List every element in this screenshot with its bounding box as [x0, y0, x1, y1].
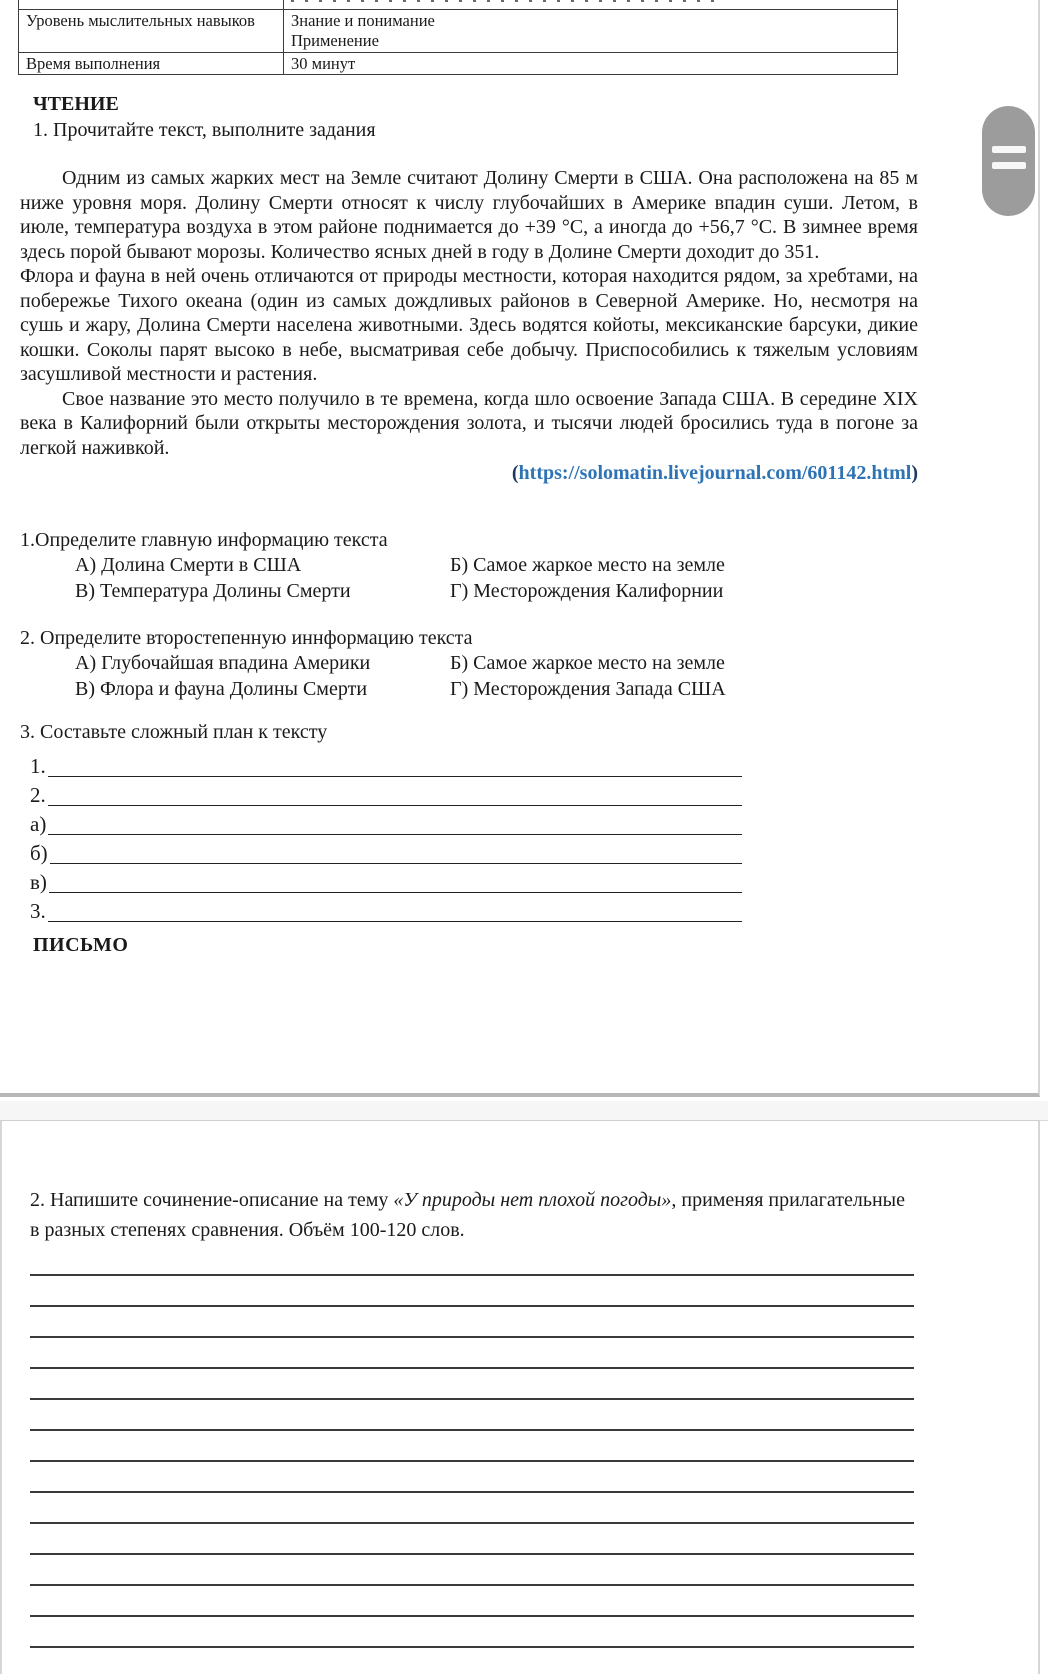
- answer-blank-line: [48, 775, 742, 777]
- source-link[interactable]: https://solomatin.livejournal.com/601142.html: [518, 462, 912, 485]
- source-paren-open: (: [511, 462, 519, 485]
- meta-table-cell: [284, 0, 898, 10]
- answer-blank-line: [30, 1400, 914, 1431]
- meta-table-label: Время выполнения: [19, 52, 284, 75]
- question-2-options: [75, 651, 918, 702]
- answer-blank-line: [30, 1431, 914, 1462]
- question-3-label: 3. Составьте сложный план к тексту: [20, 721, 328, 744]
- writing-task-prefix: 2. Напишите сочинение-описание на тему: [30, 1189, 394, 1211]
- plan-line-label: 2.: [30, 783, 46, 808]
- plan-line: [30, 748, 742, 777]
- page-2: [0, 1120, 1040, 1674]
- answer-blank-line: [30, 1245, 914, 1276]
- plan-line: [30, 893, 742, 922]
- table-row: [19, 10, 898, 53]
- plan-line: [30, 777, 742, 806]
- writing-task-suffix: , применяя прилагательные в разных степенях сравнения. Объём 100-120 слов.: [30, 1189, 905, 1241]
- meta-table-value-line: Знание и понимание: [291, 11, 435, 30]
- answer-blank-line: [48, 804, 742, 806]
- page-1-content: [0, 93, 1038, 957]
- plan-line-label: 1.: [30, 754, 46, 779]
- question-2-label: 2. Определите второстепенную иннформацию текста: [20, 627, 473, 650]
- option-a: А) Глубочайшая впадина Америки: [75, 652, 371, 675]
- question-1-label: 1.Определите главную информацию текста: [20, 529, 388, 552]
- plan-line: [30, 806, 742, 835]
- writing-task: [30, 1185, 918, 1245]
- option-b: Б) Самое жаркое место на земле: [450, 554, 725, 577]
- handle-grip-line-icon: [992, 146, 1026, 153]
- meta-table-value-line: Применение: [291, 30, 379, 50]
- option-g: Г) Месторождения Запада США: [450, 677, 726, 700]
- answer-blank-line: [30, 1462, 914, 1493]
- essay-topic: «У природы нет плохой погоды»: [393, 1189, 672, 1211]
- meta-table-clipped-row: [19, 0, 898, 10]
- answer-blank-line: [30, 1276, 914, 1307]
- page-gap: [0, 1101, 1048, 1121]
- clipped-text-fragment: [291, 0, 722, 2]
- answer-blank-line: [48, 920, 742, 922]
- answer-blank-line: [30, 1586, 914, 1617]
- answer-blank-line: [50, 862, 742, 864]
- answer-blank-line: [30, 1648, 914, 1674]
- question-3: [20, 720, 918, 922]
- reading-section-heading: ЧТЕНИЕ: [33, 93, 119, 116]
- text-paragraph-1: Одним из самых жарких мест на Земле считают Долину Смерти в США. Она расположена на 85 м ниже уровня моря. Долину Смерти относят к числу глубочайших в Америке впадин суши. Летом, в июле, температура воздуха в этом районе поднимается до +39 °С, а иногда до +56,7 °С. В зимнее время здесь порой бывают морозы. Количество ясных дней в году в Долине Смерти доходит до 351.: [20, 167, 918, 263]
- option-g: Г) Месторождения Калифорнии: [450, 579, 724, 602]
- answer-blank-line: [48, 833, 742, 835]
- plan-line-label: в): [30, 870, 47, 895]
- answer-blank-line: [30, 1493, 914, 1524]
- scrollbar-drag-handle[interactable]: [982, 106, 1035, 216]
- meta-table-cell: [19, 0, 284, 10]
- option-v: В) Температура Долины Смерти: [75, 579, 351, 602]
- answer-blank-line: [49, 891, 742, 893]
- plan-line: [30, 835, 742, 864]
- answer-blank-line: [30, 1524, 914, 1555]
- meta-table: [18, 0, 898, 75]
- option-a: А) Долина Смерти в США: [75, 554, 302, 577]
- meta-table-label: Уровень мыслительных навыков: [19, 10, 284, 53]
- question-2: [20, 626, 918, 702]
- plan-answer-lines: [30, 748, 742, 922]
- answer-blank-line: [30, 1555, 914, 1586]
- source-paren-close: ): [911, 462, 918, 485]
- answer-blank-line: [30, 1307, 914, 1338]
- essay-answer-lines: [2, 1245, 1038, 1674]
- question-1-options: [75, 553, 918, 604]
- answer-blank-line: [30, 1617, 914, 1648]
- answer-blank-line: [30, 1338, 914, 1369]
- answer-blank-line: [30, 1369, 914, 1400]
- plan-line-label: 3.: [30, 899, 46, 924]
- meta-table-value-line: 30 минут: [291, 53, 356, 73]
- table-row: [19, 52, 898, 75]
- meta-table-value: [284, 10, 898, 53]
- text-paragraph-2: Флора и фауна в ней очень отличаются от природы местности, которая находится рядом, за хребтами, на побережье Тихого океана (один из самых дождливых районов в Северной Америке. Но, несмотря на сушь и жару, Долина Смерти населена животными. Здесь водятся койоты, мексиканские барсуки, дикие кошки. Соколы парят высоко в небе, высматривая себе добычу. Приспособились к тяжелым условиям засушливой местности и растения.: [20, 265, 918, 386]
- question-1: [20, 528, 918, 604]
- option-v: В) Флора и фауна Долины Смерти: [75, 677, 368, 700]
- text-paragraph-3: Свое название это место получило в те времена, когда шло освоение Запада США. В середине XIX века в Калифорний были открыты месторождения золота, и тысячи людей бросились туда в погоне за легкой наживкой.: [20, 387, 918, 459]
- option-b: Б) Самое жаркое место на земле: [450, 652, 725, 675]
- plan-line-label: б): [30, 841, 48, 866]
- plan-line: [30, 864, 742, 893]
- source-link-line: [20, 461, 918, 486]
- reading-instruction: 1. Прочитайте текст, выполните задания: [33, 119, 376, 142]
- meta-table-value: [284, 52, 898, 75]
- handle-grip-line-icon: [992, 162, 1026, 169]
- writing-section-heading: ПИСЬМО: [33, 934, 129, 957]
- plan-line-label: а): [30, 812, 47, 837]
